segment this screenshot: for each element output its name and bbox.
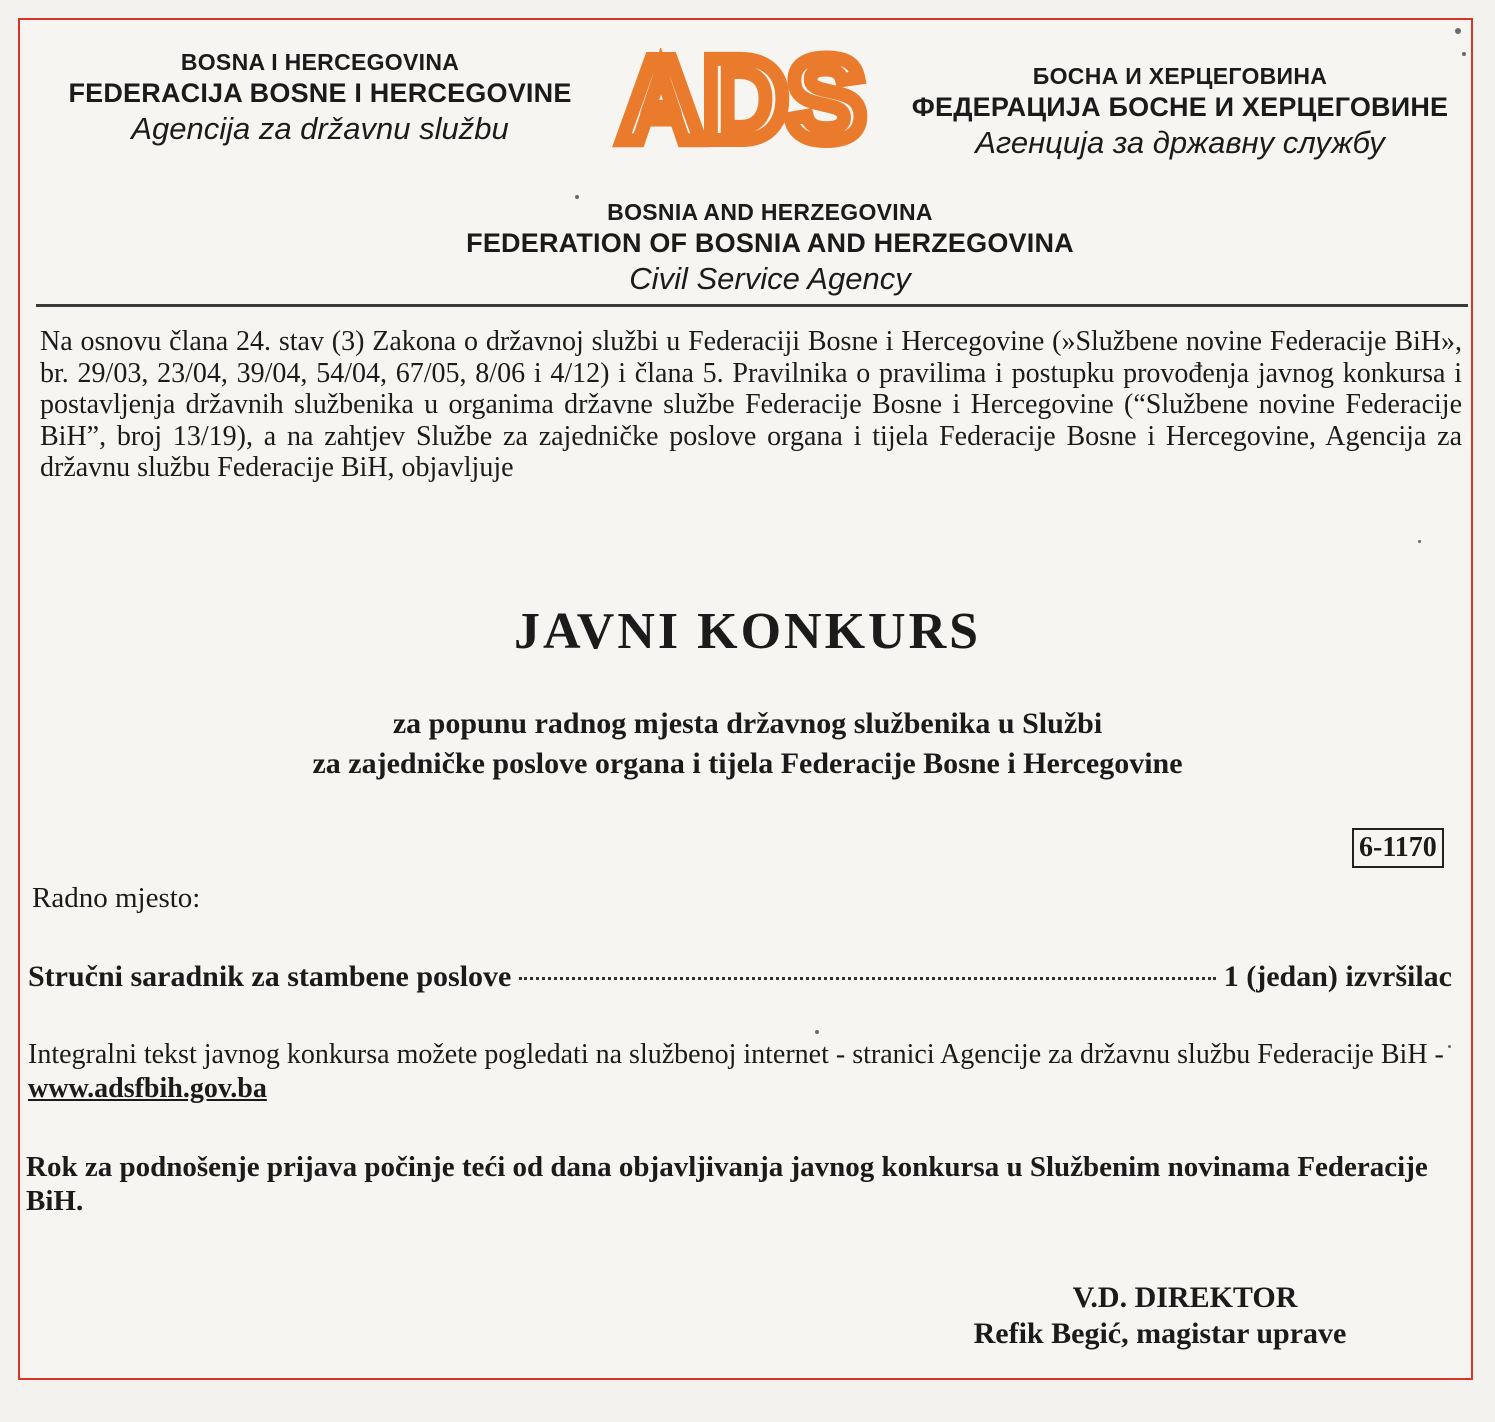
deadline-paragraph: Rok za podnošenje prijava počinje teći od dana objavljivanja javnog konkursa u Službenim novinama Federacije BiH. xyxy=(26,1151,1428,1217)
header-agency-cyrillic: Агенција за државну службу xyxy=(975,125,1385,160)
header-country-cyrillic: БОСНА И ХЕРЦЕГОВИНА xyxy=(1032,63,1328,89)
header-agency-english: Civil Service Agency xyxy=(629,261,911,296)
dotted-leader xyxy=(519,977,1215,980)
position-label: Radno mjesto: xyxy=(32,882,201,914)
print-speck xyxy=(1455,28,1461,34)
position-count: 1 (jedan) izvršilac xyxy=(1223,960,1452,993)
position-row xyxy=(28,960,1452,994)
subtitle-line-1: za popunu radnog mjesta državnog službenika u Službi xyxy=(392,707,1103,740)
header-left-latin xyxy=(40,48,600,148)
print-speck xyxy=(815,1030,819,1034)
signature-role: V.D. DIREKTOR xyxy=(1072,1281,1298,1314)
integral-text-paragraph xyxy=(28,1038,1452,1106)
print-speck xyxy=(1462,52,1466,56)
header-center-english xyxy=(430,198,1110,298)
integral-text: Integralni tekst javnog konkursa možete pogledati na službenoj internet - stranici Agencije za državnu službu Federacije BiH - xyxy=(28,1039,1444,1070)
header-federation-latin: FEDERACIJA BOSNE I HERCEGOVINE xyxy=(68,78,572,108)
header-federation-english: FEDERATION OF BOSNIA AND HERZEGOVINA xyxy=(466,228,1074,258)
header-right-cyrillic xyxy=(890,62,1470,162)
signature-block xyxy=(900,1280,1420,1352)
print-speck xyxy=(1448,1045,1451,1048)
notice-title: JAVNI KONKURS xyxy=(513,603,982,660)
notice-subtitle xyxy=(200,704,1295,784)
intro-paragraph: Na osnovu člana 24. stav (3) Zakona o državnoj službi u Federaciji Bosne i Hercegovine (»Službene novine Federacije BiH», br. 29/03, 23/04, 39/04, 54/04, 67/05, 8/06 i 4/12) i člana 5. Pravilnika o pravilima i postupku provođenja javnog konkursa i postavljenja državnih službenika u organima državne službe Federacije Bosne i Hercegovine (“Službene novine Federacije BiH”, broj 13/19), a na zahtjev Službe za zajedničke poslove organa i tijela Federacije Bosne i Hercegovine, Agencija za državnu službu Federacije BiH, objavljuje xyxy=(40,326,1462,483)
header-federation-cyrillic: ФЕДЕРАЦИЈА БОСНЕ И ХЕРЦЕГОВИНЕ xyxy=(911,92,1449,122)
reference-number-box: 6-1170 xyxy=(1352,828,1444,868)
header-agency-latin: Agencija za državnu službu xyxy=(131,111,509,146)
ads-logo-text: ADS xyxy=(619,48,865,148)
subtitle-line-2: za zajedničke poslove organa i tijela Federacije Bosne i Hercegovine xyxy=(312,747,1183,780)
signature-name: Refik Begić, magistar uprave xyxy=(973,1317,1347,1350)
ads-logo xyxy=(612,48,872,148)
header-country-english: BOSNIA AND HERZEGOVINA xyxy=(607,199,933,225)
header-divider xyxy=(36,304,1468,307)
header-country-latin: BOSNA I HERCEGOVINA xyxy=(180,49,460,75)
print-speck xyxy=(575,195,579,199)
print-speck xyxy=(1418,540,1421,543)
position-title: Stručni saradnik za stambene poslove xyxy=(28,960,512,993)
agency-website-link[interactable]: www.adsfbih.gov.ba xyxy=(28,1073,267,1104)
